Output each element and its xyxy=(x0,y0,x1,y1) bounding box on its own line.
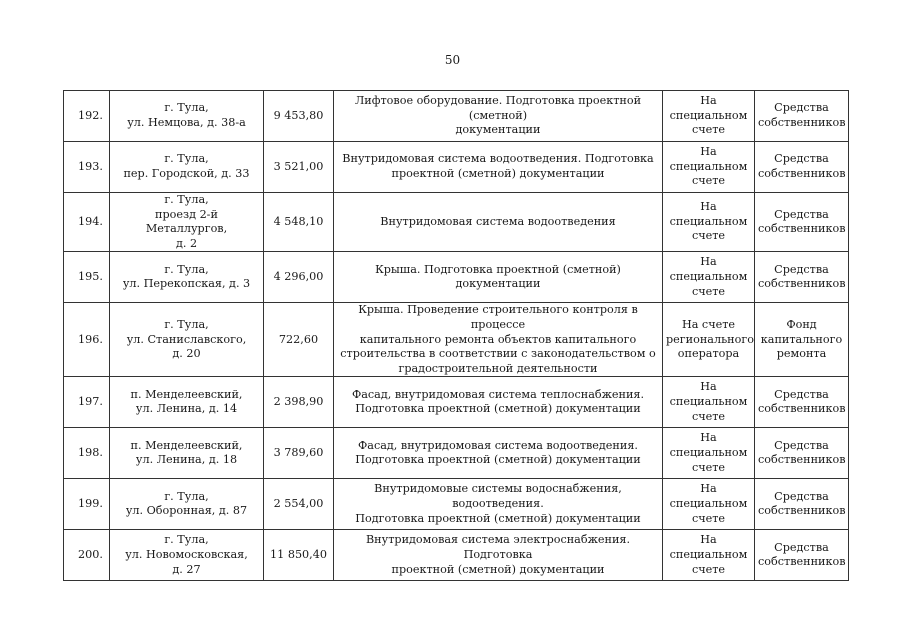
funding-source-cell-line: Фонд xyxy=(786,317,817,331)
funding-source-cell-line: ремонта xyxy=(776,347,827,361)
work-type-cell-line: Внутридомовая система водоотведения. Подготовка xyxy=(342,152,654,166)
account-method-cell-line: На xyxy=(700,380,717,394)
row-number: 199. xyxy=(64,479,110,530)
address-cell-line: ул. Ленина, д. 18 xyxy=(135,453,238,467)
account-method-cell xyxy=(663,377,755,428)
funding-source-cell xyxy=(755,142,849,193)
address-cell-line: п. Менделеевский, xyxy=(130,438,243,452)
area-cell: 2 398,90 xyxy=(264,377,334,428)
address-cell xyxy=(110,252,264,303)
funding-source-cell-line: собственников xyxy=(758,116,846,129)
work-type-cell-line: Лифтовое оборудование. Подготовка проектной (сметной) xyxy=(354,94,642,122)
account-method-cell-line: специальном xyxy=(669,395,748,409)
funding-source-cell xyxy=(755,193,849,252)
account-method-cell-line: специальном xyxy=(669,497,748,511)
work-type-cell xyxy=(334,303,663,377)
account-method-cell-line: счете xyxy=(691,409,726,423)
account-method-cell-line: На xyxy=(700,533,717,547)
row-number: 198. xyxy=(64,428,110,479)
table-row xyxy=(64,303,849,377)
address-cell xyxy=(110,303,264,377)
work-type-cell-line: капитального ремонта объектов капитального xyxy=(359,332,637,346)
table-row xyxy=(64,428,849,479)
work-type-cell-line: Подготовка проектной (сметной) документации xyxy=(355,402,641,416)
work-type-cell xyxy=(334,142,663,193)
address-cell xyxy=(110,142,264,193)
funding-source-cell-line: Средства xyxy=(774,207,829,221)
work-type-cell-line: документации xyxy=(455,123,541,137)
address-cell-line: г. Тула, xyxy=(164,317,209,331)
repair-registry-table xyxy=(63,90,849,581)
account-method-cell-line: счете xyxy=(691,562,726,576)
area-cell: 3 521,00 xyxy=(264,142,334,193)
account-method-cell-line: счете xyxy=(691,284,726,298)
account-method-cell xyxy=(663,530,755,581)
row-number: 196. xyxy=(64,303,110,377)
funding-source-cell xyxy=(755,428,849,479)
funding-source-cell-line: Средства xyxy=(774,262,829,276)
funding-source-cell-line: Средства xyxy=(774,387,829,401)
work-type-cell xyxy=(334,530,663,581)
address-cell xyxy=(110,530,264,581)
work-type-cell-line: проектной (сметной) документации xyxy=(391,562,605,576)
row-number: 192. xyxy=(64,91,110,142)
funding-source-cell xyxy=(755,252,849,303)
work-type-cell xyxy=(334,377,663,428)
funding-source-cell xyxy=(755,479,849,530)
row-number: 193. xyxy=(64,142,110,193)
work-type-cell-line: строительства в соответствии с законодательством о xyxy=(340,347,656,361)
account-method-cell-line: На xyxy=(700,94,717,108)
account-method-cell-line: специальном xyxy=(669,446,748,460)
address-cell-line: г. Тула, xyxy=(164,262,209,276)
address-cell-line: ул. Немцова, д. 38-а xyxy=(127,116,246,129)
table-row xyxy=(64,530,849,581)
account-method-cell-line: оператора xyxy=(677,347,740,361)
funding-source-cell-line: собственников xyxy=(758,277,846,291)
address-cell-line: д. 2 xyxy=(175,236,198,250)
area-cell: 9 453,80 xyxy=(264,91,334,142)
address-cell-line: г. Тула, xyxy=(164,101,209,115)
area-cell: 4 296,00 xyxy=(264,252,334,303)
row-number: 200. xyxy=(64,530,110,581)
page-number: 50 xyxy=(444,53,461,67)
work-type-cell-line: проектной (сметной) документации xyxy=(391,167,605,180)
account-method-cell-line: специальном xyxy=(669,548,748,562)
row-number: 194. xyxy=(64,193,110,252)
work-type-cell-line: градостроительной деятельности xyxy=(398,361,598,375)
address-cell-line: г. Тула, xyxy=(164,152,209,166)
address-cell-line: ул. Ленина, д. 14 xyxy=(135,402,238,416)
address-cell xyxy=(110,428,264,479)
address-cell xyxy=(110,377,264,428)
account-method-cell xyxy=(663,252,755,303)
account-method-cell-line: регионального xyxy=(666,332,754,346)
table-row xyxy=(64,91,849,142)
work-type-cell xyxy=(334,428,663,479)
account-method-cell xyxy=(663,142,755,193)
account-method-cell-line: специальном xyxy=(669,270,748,284)
row-number: 197. xyxy=(64,377,110,428)
table-row xyxy=(64,252,849,303)
funding-source-cell-line: собственников xyxy=(758,167,846,180)
address-cell-line: проезд 2-й Металлургов, xyxy=(145,207,228,236)
funding-source-cell-line: собственников xyxy=(758,504,846,518)
account-method-cell-line: На xyxy=(700,482,717,496)
work-type-cell-line: Внутридомовые системы водоснабжения, водоотведения. xyxy=(374,482,622,511)
work-type-cell xyxy=(334,193,663,252)
funding-source-cell-line: собственников xyxy=(758,222,846,236)
account-method-cell xyxy=(663,303,755,377)
address-cell-line: г. Тула, xyxy=(164,489,209,503)
address-cell-line: ул. Станиславского, xyxy=(126,332,247,346)
account-method-cell-line: На xyxy=(700,255,717,269)
work-type-cell-line: Внутридомовая система электроснабжения. Подготовка xyxy=(365,533,631,562)
account-method-cell xyxy=(663,91,755,142)
account-method-cell-line: специальном xyxy=(669,108,748,122)
funding-source-cell-line: капитального xyxy=(760,332,843,346)
work-type-cell xyxy=(334,479,663,530)
work-type-cell-line: Подготовка проектной (сметной) документации xyxy=(355,453,641,467)
funding-source-cell-line: Средства xyxy=(774,101,829,115)
funding-source-cell-line: собственников xyxy=(758,402,846,416)
funding-source-cell xyxy=(755,303,849,377)
address-cell-line: ул. Перекопская, д. 3 xyxy=(122,277,251,291)
account-method-cell-line: счете xyxy=(691,460,726,474)
funding-source-cell xyxy=(755,91,849,142)
address-cell xyxy=(110,91,264,142)
address-cell-line: г. Тула, xyxy=(164,193,209,206)
account-method-cell xyxy=(663,479,755,530)
account-method-cell-line: специальном xyxy=(669,159,748,173)
account-method-cell-line: счете xyxy=(691,174,726,188)
account-method-cell-line: На xyxy=(700,200,717,214)
address-cell-line: пер. Городской, д. 33 xyxy=(123,167,250,180)
funding-source-cell xyxy=(755,377,849,428)
account-method-cell-line: счете xyxy=(691,123,726,137)
account-method-cell-line: специальном xyxy=(669,214,748,228)
funding-source-cell-line: Средства xyxy=(774,540,829,554)
row-number: 195. xyxy=(64,252,110,303)
work-type-cell-line: Фасад, внутридомовая система теплоснабжения. xyxy=(351,387,645,401)
work-type-cell-line: Внутридомовая система водоотведения xyxy=(380,214,616,228)
account-method-cell-line: счете xyxy=(691,511,726,525)
address-cell-line: д. 20 xyxy=(172,347,201,361)
address-cell-line: п. Менделеевский, xyxy=(130,387,243,401)
address-cell-line: г. Тула, xyxy=(164,533,209,547)
work-type-cell-line: Фасад, внутридомовая система водоотведения. xyxy=(358,438,638,452)
account-method-cell-line: На счете xyxy=(681,317,736,331)
address-cell-line: д. 27 xyxy=(172,562,201,576)
funding-source-cell-line: Средства xyxy=(774,152,829,166)
funding-source-cell xyxy=(755,530,849,581)
funding-source-cell-line: Средства xyxy=(774,438,829,452)
work-type-cell xyxy=(334,91,663,142)
table-row xyxy=(64,142,849,193)
area-cell: 4 548,10 xyxy=(264,193,334,252)
address-cell-line: ул. Новомосковская, xyxy=(125,548,248,562)
funding-source-cell-line: собственников xyxy=(758,555,846,569)
account-method-cell xyxy=(663,428,755,479)
funding-source-cell-line: собственников xyxy=(758,453,846,467)
address-cell xyxy=(110,479,264,530)
area-cell: 2 554,00 xyxy=(264,479,334,530)
area-cell: 722,60 xyxy=(264,303,334,377)
work-type-cell-line: Подготовка проектной (сметной) документации xyxy=(355,511,641,525)
account-method-cell-line: счете xyxy=(691,229,726,243)
account-method-cell xyxy=(663,193,755,252)
work-type-cell-line: Крыша. Подготовка проектной (сметной) документации xyxy=(375,262,621,291)
address-cell xyxy=(110,193,264,252)
registry-body xyxy=(64,91,849,581)
work-type-cell xyxy=(334,252,663,303)
address-cell-line: ул. Оборонная, д. 87 xyxy=(125,504,248,518)
table-row xyxy=(64,479,849,530)
area-cell: 11 850,40 xyxy=(264,530,334,581)
account-method-cell-line: На xyxy=(700,145,717,159)
area-cell: 3 789,60 xyxy=(264,428,334,479)
work-type-cell-line: Крыша. Проведение строительного контроля в процессе xyxy=(358,303,638,331)
account-method-cell-line: На xyxy=(700,431,717,445)
table-row xyxy=(64,193,849,252)
funding-source-cell-line: Средства xyxy=(774,489,829,503)
table-row xyxy=(64,377,849,428)
